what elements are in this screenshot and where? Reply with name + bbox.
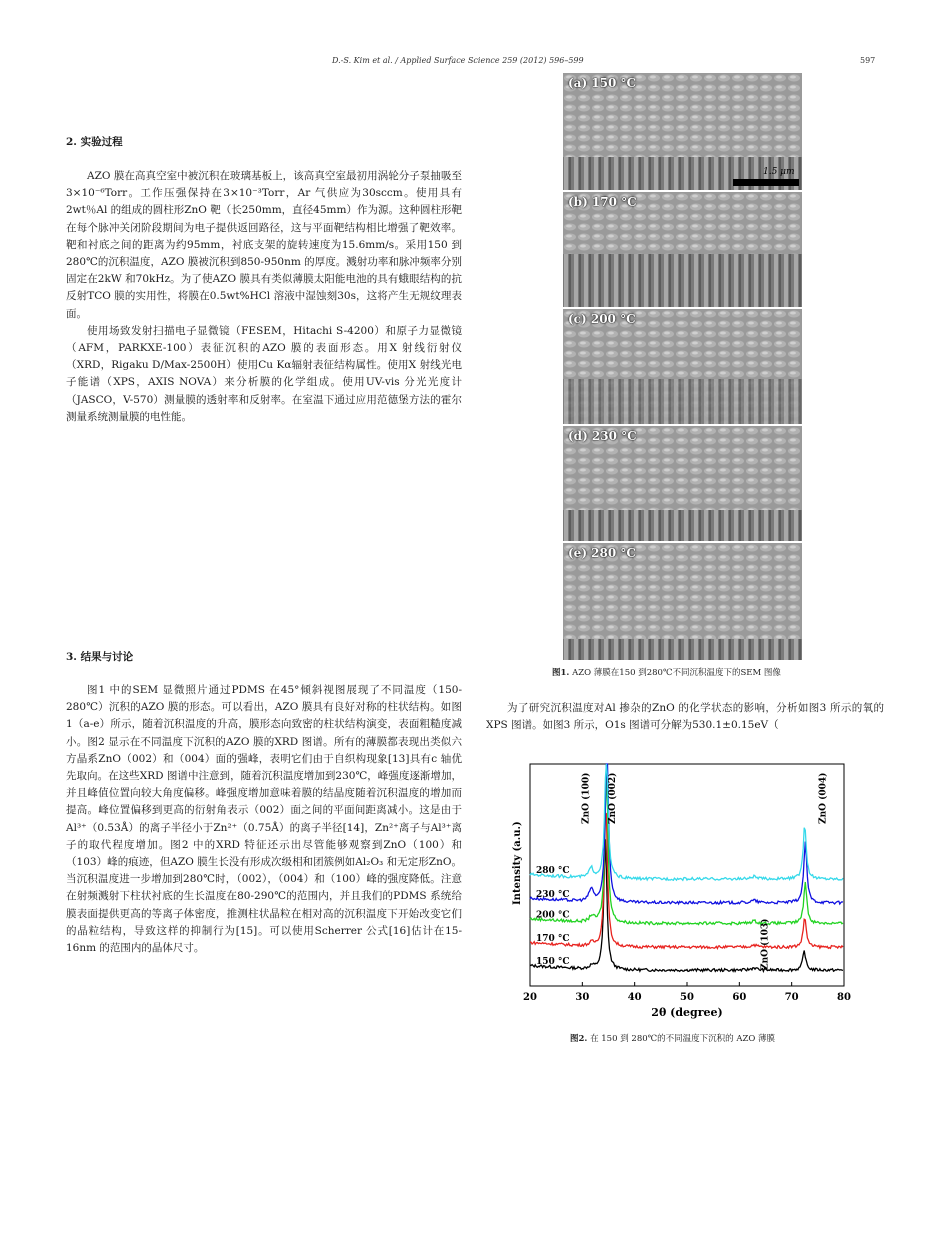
- peak-annotation: ZnO (002): [607, 772, 618, 824]
- section-2-body: [66, 168, 462, 426]
- running-header: [0, 56, 926, 70]
- peak-annotation: ZnO (100): [581, 772, 592, 824]
- sem-image: [563, 192, 802, 307]
- panel-label: (a) 150 °C: [568, 76, 637, 90]
- peak-annotation: ZnO (004): [818, 772, 829, 824]
- x-tick-label: 30: [575, 992, 590, 1003]
- panel-label: (e) 280 °C: [568, 546, 636, 560]
- x-tick-label: 40: [627, 992, 642, 1003]
- sem-image: [563, 426, 802, 541]
- paragraph: 使用场致发射扫描电子显微镜（FESEM，Hitachi S-4200）和原子力显微镜（AFM，PARKXE-100）表征沉积的AZO 膜的表面形态。用X 射线衍射仪（XRD，Rigaku D/Max-2500H）使用Cu Kα辐射表征结构属性。使用X 射线光电子能谱（XPS，AXIS NOVA）来分析膜的化学组成。使用UV-vis 分光光度计（JASCO，V-570）测量膜的透射率和反射率。在室温下通过应用范德堡方法的霍尔测量系统测量膜的电性能。: [66, 324, 462, 423]
- sem-image: [563, 543, 802, 660]
- panel-label: (d) 230 °C: [568, 429, 637, 443]
- series-label: 170 °C: [536, 934, 570, 945]
- caption-text: 在 150 到 280℃的不同温度下沉积的 AZO 薄膜: [587, 1034, 776, 1044]
- right-column-body: [486, 700, 884, 734]
- sem-panel-e: [563, 543, 802, 660]
- peak-annotation: ZnO (103): [760, 918, 771, 970]
- xrd-chart: [506, 760, 851, 1019]
- panel-label: (b) 170 °C: [568, 195, 637, 209]
- paragraph: 图1 中的SEM 显微照片通过PDMS 在45°倾斜视图展现了不同温度（150-280℃）沉积的AZO 膜的形态。可以看出，AZO 膜具有良好对称的柱状结构。如图1（a-e）所示，随着沉积温度的升高，膜形态向致密的柱状结构演变，表面粗糙度减小。图2 显示在不同温度下沉积的AZO 膜的XRD 图谱。所有的薄膜都表现出类似六方晶系ZnO（002）和（004）面的强峰，表明它们由于自织构现象[13]具有c 轴优先取向。在这些XRD 图谱中注意到，随着沉积温度增加到230℃，峰强度逐渐增加，并且峰值位置向较大角度偏移。峰强度增加意味着膜的结晶度随着沉积温度的增加而提高。峰位置偏移到更高的衍射角表示（002）面之间的平面间距离减小。这是由于Al³⁺（0.53Å）的离子半径小于Zn²⁺（0.75Å）的离子半径[14]，Zn²⁺离子与Al³⁺离子的取代程度增加。图2 中的XRD 特征还示出尽管能够观察到ZnO（100）和（103）峰的痕迹，但AZO 膜生长没有形成次级相和团簇例如Al₂O₃ 和无定形ZnO。当沉积温度进一步增加到280℃时，（002），（004）和（100）峰的强度降低。注意在射频溅射下柱状衬底的生长温度在80-290℃的范围内，并且我们的PDMS 系统给膜表面提供更高的等离子体密度，推测柱状晶粒在相对高的沉积温度下开始改变它们的晶粒结构，导致这样的抑制行为[15]。可以使用Scherrer 公式[16]估计在15-16nm 的范围内的晶体尺寸。: [66, 684, 462, 955]
- series-line: [530, 764, 843, 904]
- series-label: 230 °C: [536, 889, 570, 900]
- series-label: 280 °C: [536, 865, 570, 876]
- series-label: 200 °C: [536, 910, 570, 921]
- y-axis-label: Intensity (a.u.): [512, 821, 523, 905]
- caption-label: 图1.: [552, 668, 570, 678]
- sem-panel-d: [563, 426, 802, 541]
- series-label: 150 °C: [536, 957, 570, 968]
- x-tick-label: 70: [784, 992, 799, 1003]
- section-3-body: [66, 682, 462, 957]
- caption-text: AZO 薄膜在150 到280℃不同沉积温度下的SEM 图像: [569, 668, 781, 678]
- panel-label: (c) 200 °C: [568, 312, 636, 326]
- series-line: [530, 814, 843, 949]
- sem-panel-b: [563, 192, 802, 307]
- sem-panel-a: [563, 73, 802, 190]
- paragraph: 为了研究沉积温度对Al 掺杂的ZnO 的化学状态的影响，分析如图3 所示的氧的XPS 图谱。如图3 所示，O1s 图谱可分解为530.1±0.15eV（: [486, 702, 884, 732]
- x-tick-label: 80: [837, 992, 851, 1003]
- section-2-heading: 2. 实验过程: [66, 136, 123, 148]
- figure-1-caption: [552, 666, 781, 678]
- sem-image: [563, 309, 802, 424]
- sem-panel-c: [563, 309, 802, 424]
- x-axis-label: 2θ (degree): [651, 1006, 723, 1019]
- section-3-heading: 3. 结果与讨论: [66, 651, 134, 663]
- x-tick-label: 60: [732, 992, 747, 1003]
- page-number: 597: [860, 56, 876, 65]
- journal-citation: D.-S. Kim et al. / Applied Surface Science 259 (2012) 596–599: [332, 56, 584, 65]
- scale-bar-label: 1.5 μm: [763, 167, 795, 177]
- series-line: [530, 839, 843, 971]
- caption-label: 图2.: [570, 1034, 588, 1044]
- x-tick-label: 50: [680, 992, 694, 1003]
- figure-2-caption: [570, 1032, 775, 1044]
- x-tick-label: 20: [523, 992, 537, 1003]
- series-line: [530, 764, 843, 880]
- paragraph: AZO 膜在高真空室中被沉积在玻璃基板上，该高真空室最初用涡轮分子泵抽吸至3×10⁻⁶Torr。工作压强保持在3×10⁻³Torr，Ar 气供应为30sccm。使用具有2wt％Al 的组成的圆柱形ZnO 靶（长250mm，直径45mm）作为源。这种圆柱形靶在每个脉冲关闭阶段期间为电子提供返回路径，这与平面靶结构相比增强了靶效率。靶和衬底之间的距离为约95mm，衬底支架的旋转速度为15.6mm/s。采用150 到280℃的沉积温度，AZO 膜被沉积到850-950nm 的厚度。溅射功率和脉冲频率分别固定在2kW 和70kHz。为了使AZO 膜具有类似薄膜太阳能电池的具有蛾眼结构的抗反射TCO 膜的实用性，将膜在0.5wt%HCl 溶液中湿蚀刻30s，这将产生无规纹理表面。: [66, 170, 462, 320]
